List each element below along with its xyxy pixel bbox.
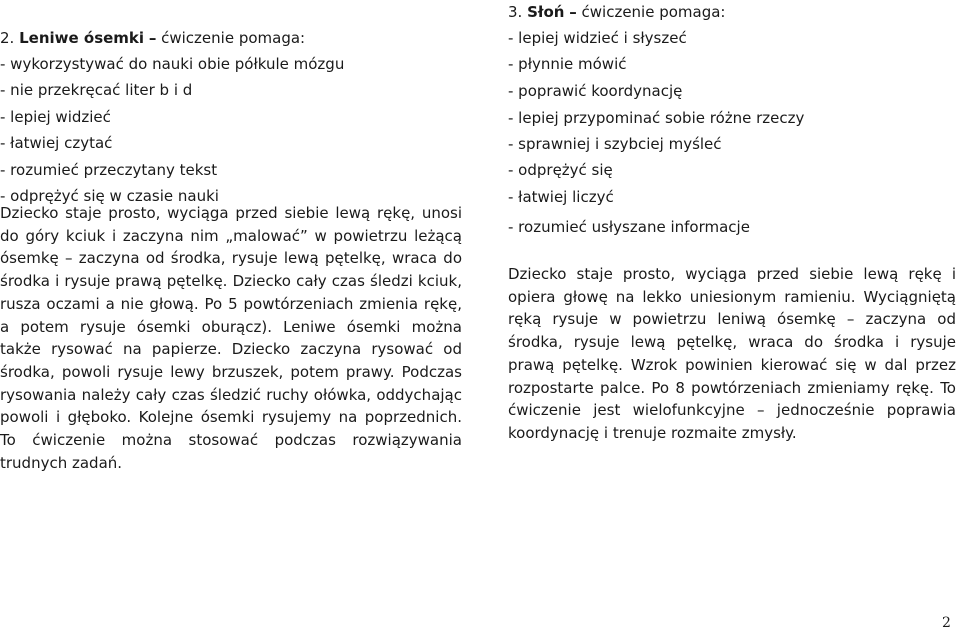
benefit-item: - lepiej widzieć i słyszeć: [508, 29, 687, 47]
benefit-item: - lepiej przypominać sobie różne rzeczy: [508, 109, 805, 127]
benefit-item: - lepiej widzieć: [0, 108, 111, 126]
section-number: 3.: [508, 3, 523, 21]
section-number: 2.: [0, 29, 15, 47]
exercise-name: Słoń: [527, 3, 565, 21]
heading-dash: –: [148, 29, 157, 47]
benefit-item: - płynnie mówić: [508, 55, 627, 73]
benefit-item: - łatwiej liczyć: [508, 188, 614, 206]
exercise-description: Dziecko staje prosto, wyciąga przed siebie lewą rękę, unosi do góry kciuk i zaczyna nim „malować” w powietrzu leżącą ósemkę – zaczyna od środka, rysuje lewą pętelkę, wraca do środka i rysuje prawą pętelkę. Dziecko cały czas śledzi kciuk, rusza oczami a nie głową. Po 5 powtórzeniach zmienia rękę, a potem rysuje ósemki oburącz). Leniwe ósemki można także rysować na papierze. Dziecko zaczyna rysować od środka, powoli rysuje lewy brzuszek, potem prawy. Podczas rysowania należy cały czas śledzić ruchy ołówka, oddychając powoli i głęboko. Kolejne ósemki rysujemy na poprzednich. To ćwiczenie można stosować podczas rozwiązywania trudnych zadań.: [0, 204, 462, 472]
page-number: 2: [942, 615, 951, 631]
section-heading: [0, 26, 305, 50]
benefit-item: - wykorzystywać do nauki obie półkule mózgu: [0, 55, 345, 73]
exercise-description: Dziecko staje prosto, wyciąga przed siebie lewą rękę i opiera głowę na lekko uniesionym ramieniu. Wyciągniętą ręką rysuje w powietrzu leniwą ósemkę – zaczyna od środka, rysuje lewą pętelkę, wraca do środka i rysuje prawą pętelkę. Wzrok powinien kierować się w dal przez rozpostarte palce. Po 8 powtórzeniach zmieniamy rękę. To ćwiczenie jest wielofunkcyjne – jednocześnie poprawia koordynację i trenuje rozmaite zmysły.: [508, 265, 956, 442]
benefit-item: - poprawić koordynację: [508, 82, 683, 100]
benefit-item: - łatwiej czytać: [0, 134, 113, 152]
section-heading: [508, 0, 726, 24]
heading-dash: –: [569, 3, 577, 21]
benefit-item: - sprawniej i szybciej myśleć: [508, 135, 722, 153]
benefit-item: - odprężyć się: [508, 161, 613, 179]
benefit-item: - rozumieć przeczytany tekst: [0, 161, 218, 179]
heading-intro: ćwiczenie pomaga:: [581, 3, 726, 21]
heading-intro: ćwiczenie pomaga:: [161, 29, 306, 47]
exercise-name: Leniwe ósemki: [19, 29, 145, 47]
benefit-item: - odprężyć się w czasie nauki: [0, 187, 219, 205]
benefit-item: - nie przekręcać liter b i d: [0, 81, 193, 99]
benefit-item: - rozumieć usłyszane informacje: [508, 218, 750, 236]
